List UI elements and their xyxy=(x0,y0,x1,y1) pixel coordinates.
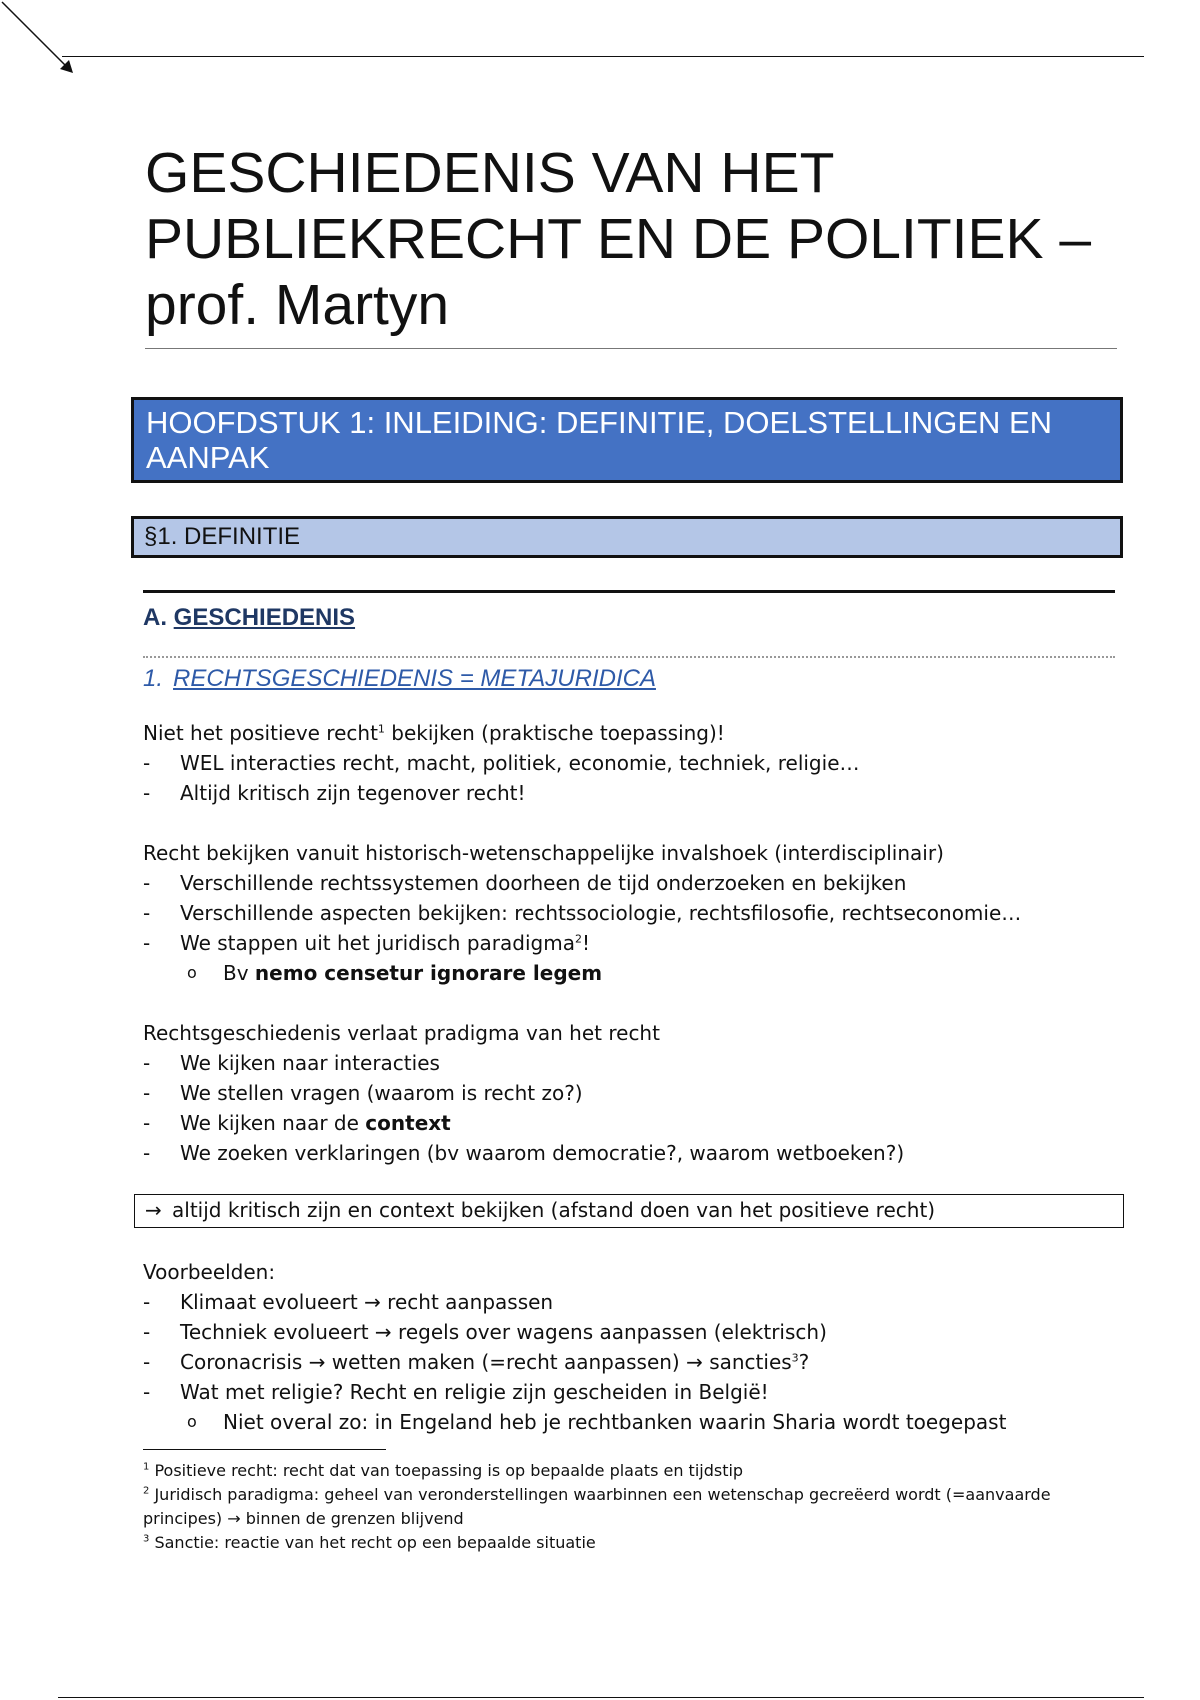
corner-arrow-icon xyxy=(0,0,80,80)
list-item xyxy=(143,1108,1123,1138)
bold-text: context xyxy=(365,1111,451,1135)
list-item-text: We stappen uit het juridisch paradigma xyxy=(180,931,575,955)
list-dash: - xyxy=(143,931,151,955)
text: sancties xyxy=(702,1350,792,1374)
title-line-3: prof. Martyn xyxy=(145,273,450,337)
list-circle-bullet: o xyxy=(187,1412,197,1431)
text: ? xyxy=(798,1350,810,1374)
arrow-icon: → xyxy=(686,1350,703,1374)
text: ! xyxy=(581,931,590,955)
paragraph-line: Recht bekijken vanuit historisch-wetenschappelijke invalshoek (interdisciplinair) xyxy=(143,841,944,865)
section-heading: §1. DEFINITIE xyxy=(131,516,1123,558)
footnote-number: 3 xyxy=(143,1533,150,1545)
list-item xyxy=(143,868,1123,898)
footnote-ref-2[interactable]: 2 xyxy=(574,932,582,946)
title-line-1: GESCHIEDENIS VAN HET xyxy=(145,141,835,205)
list-item-text: Wat met religie? Recht en religie zijn gescheiden in België! xyxy=(180,1380,769,1404)
list-item-text: Verschillende aspecten bekijken: rechtssociologie, rechtsfilosofie, rechtseconomie… xyxy=(180,901,1022,925)
subheading-1-number: 1. xyxy=(143,665,164,692)
list-item xyxy=(143,748,1123,778)
list-dash: - xyxy=(143,1051,151,1075)
footnote-number: 1 xyxy=(143,1461,150,1473)
subheading-1 xyxy=(143,656,1115,696)
examples-section xyxy=(143,1257,1123,1437)
list-dash: - xyxy=(143,871,151,895)
chapter-heading: HOOFDSTUK 1: INLEIDING: DEFINITIE, DOELSTELLINGEN EN AANPAK xyxy=(131,397,1123,483)
list-item xyxy=(143,778,1123,808)
text: Coronacrisis xyxy=(180,1350,309,1374)
list-dash: - xyxy=(143,1290,151,1314)
latin-maxim: nemo censetur ignorare legem xyxy=(254,961,603,985)
paragraph-line: Voorbeelden: xyxy=(143,1260,276,1284)
list-item-text: WEL interacties recht, macht, politiek, economie, techniek, religie… xyxy=(180,751,860,775)
text: regels over wagens aanpassen (elektrisch) xyxy=(391,1320,827,1344)
list-dash: - xyxy=(143,1320,151,1344)
footnote-separator xyxy=(143,1449,386,1450)
list-item-text: Altijd kritisch zijn tegenover recht! xyxy=(180,781,526,805)
list-item xyxy=(143,1078,1123,1108)
list-item-text: We kijken naar de xyxy=(180,1111,366,1135)
list-dash: - xyxy=(143,751,151,775)
list-item xyxy=(143,1287,1123,1317)
list-item xyxy=(143,928,1123,958)
list-item xyxy=(143,1138,1123,1168)
list-dash: - xyxy=(143,1081,151,1105)
list-item xyxy=(143,1317,1123,1347)
list-dash: - xyxy=(143,1380,151,1404)
text: wetten maken (=recht aanpassen) xyxy=(325,1350,687,1374)
arrow-icon: → xyxy=(374,1320,392,1344)
subheading-1-label: RECHTSGESCHIEDENIS = METAJURIDICA xyxy=(173,665,656,692)
footnote-text: Positieve recht: recht dat van toepassing is op bepaalde plaats en tijdstip xyxy=(149,1461,744,1480)
text: Niet het positieve recht xyxy=(143,721,378,745)
footnote-number: 2 xyxy=(143,1485,150,1497)
list-dash: - xyxy=(143,1350,151,1374)
list-item-text: Verschillende rechtssystemen doorheen de tijd onderzoeken en bekijken xyxy=(180,871,907,895)
list-dash: - xyxy=(143,901,151,925)
boxed-conclusion xyxy=(134,1194,1124,1228)
list-dash: - xyxy=(143,1111,151,1135)
arrow-icon: → xyxy=(227,1509,241,1528)
bottom-rule xyxy=(58,1697,1144,1698)
list-dash: - xyxy=(143,1141,151,1165)
subheading-a xyxy=(143,590,1115,635)
footnote-text: Juridisch paradigma: geheel van veronderstellingen waarbinnen een wetenschap gecreëerd wordt (=aanvaarde principes) xyxy=(143,1485,1051,1528)
title-line-2: PUBLIEKRECHT EN DE POLITIEK – xyxy=(145,207,1092,271)
footnote-2 xyxy=(143,1483,1123,1531)
paragraph-line xyxy=(143,718,1123,748)
document-title xyxy=(145,140,1117,349)
footnote-text: Sanctie: reactie van het recht op een bepaalde situatie xyxy=(149,1533,596,1552)
arrow-icon: → xyxy=(145,1198,162,1222)
list-dash: - xyxy=(143,781,151,805)
document-body xyxy=(143,718,1123,1168)
sub-list-item xyxy=(143,958,1123,988)
list-circle-bullet: o xyxy=(187,963,197,982)
text: recht aanpassen xyxy=(380,1290,554,1314)
text: bekijken (praktische toepassing)! xyxy=(384,721,725,745)
list-item xyxy=(143,1377,1123,1407)
footnote-ref-1[interactable]: 1 xyxy=(377,722,385,736)
list-item-text: We zoeken verklaringen (bv waarom democratie?, waarom wetboeken?) xyxy=(180,1141,905,1165)
subheading-a-label: GESCHIEDENIS xyxy=(173,604,356,631)
text: Bv xyxy=(223,961,255,985)
list-item xyxy=(143,1048,1123,1078)
footnote-ref-3[interactable]: 3 xyxy=(791,1351,799,1365)
paragraph-line: Rechtsgeschiedenis verlaat pradigma van het recht xyxy=(143,1021,660,1045)
footnote-3 xyxy=(143,1531,1123,1555)
text: Techniek evolueert xyxy=(180,1320,375,1344)
boxed-conclusion-text: altijd kritisch zijn en context bekijken (afstand doen van het positieve recht) xyxy=(172,1198,936,1222)
list-item xyxy=(143,1347,1123,1377)
subheading-a-prefix: A. xyxy=(143,604,167,631)
footnote-1 xyxy=(143,1459,1123,1483)
footnote-text: binnen de grenzen blijvend xyxy=(240,1509,464,1528)
text: Klimaat evolueert xyxy=(180,1290,365,1314)
list-item-text: We kijken naar interacties xyxy=(180,1051,440,1075)
text: Niet overal zo: in Engeland heb je rechtbanken waarin Sharia wordt toegepast xyxy=(223,1410,1007,1434)
arrow-icon: → xyxy=(364,1290,381,1314)
list-item-text: We stellen vragen (waarom is recht zo?) xyxy=(180,1081,583,1105)
sub-list-item xyxy=(143,1407,1123,1437)
footnotes xyxy=(143,1459,1123,1555)
list-item xyxy=(143,898,1123,928)
top-rule xyxy=(62,56,1144,57)
arrow-icon: → xyxy=(308,1350,326,1374)
